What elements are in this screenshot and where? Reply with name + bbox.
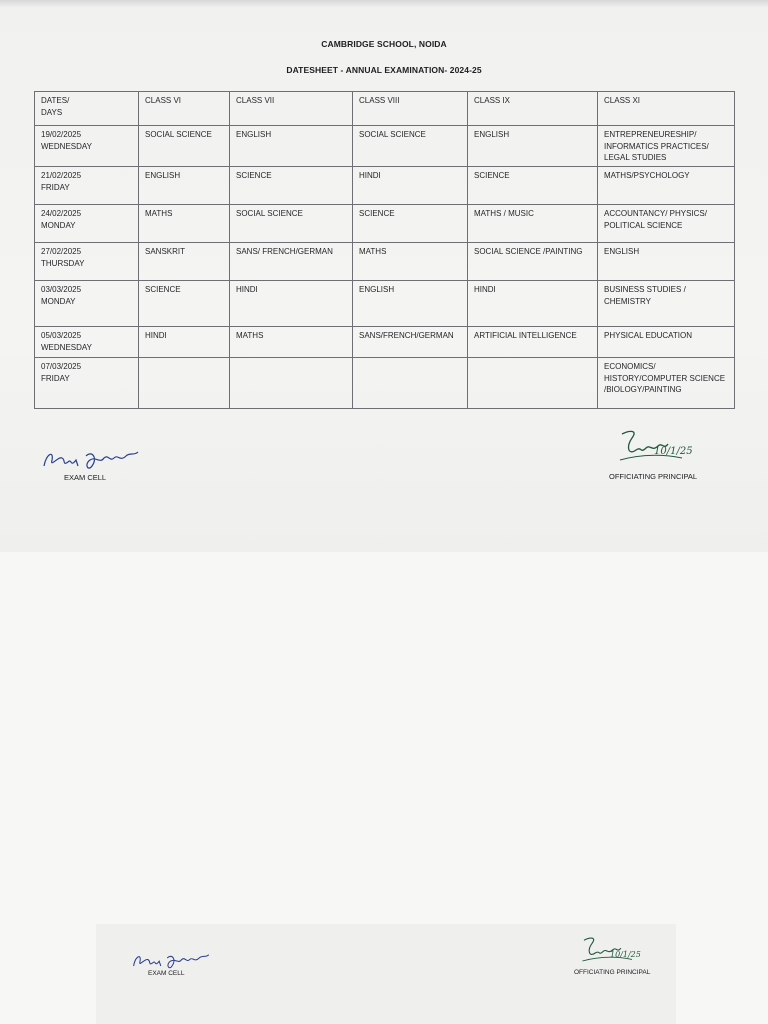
- subject-cell: HINDI: [468, 281, 598, 327]
- row-date: 27/02/2025: [41, 247, 82, 256]
- subject-cell: HINDI: [353, 167, 468, 205]
- subject-cell: SOCIAL SCIENCE /PAINTING: [468, 243, 598, 281]
- principal-label: OFFICIATING PRINCIPAL: [609, 472, 698, 481]
- subject-cell: ENGLISH: [139, 167, 230, 205]
- exam-cell-label: EXAM CELL: [64, 473, 107, 482]
- header-dates-days: [35, 92, 139, 126]
- exam-cell-signature-icon: [40, 446, 144, 476]
- table-row: [35, 358, 735, 409]
- principal-handwritten-date: 10/1/25: [654, 446, 693, 457]
- subject-cell: ACCOUNTANCY/ PHYSICS/ POLITICAL SCIENCE: [598, 205, 735, 243]
- row-date: 05/03/2025: [41, 331, 82, 340]
- subject-cell: HINDI: [230, 281, 353, 327]
- principal-signature-block: [606, 424, 726, 486]
- header-class-vi: CLASS VI: [139, 92, 230, 126]
- subject-cell: ENGLISH: [230, 126, 353, 167]
- date-cell: [35, 358, 139, 409]
- page-top-shadow: [0, 0, 768, 8]
- exam-cell-signature-block: [40, 446, 150, 486]
- table-header-row: [35, 92, 735, 126]
- subject-cell: SOCIAL SCIENCE: [139, 126, 230, 167]
- subject-cell: [230, 358, 353, 409]
- row-day: MONDAY: [41, 296, 76, 306]
- subject-cell: BUSINESS STUDIES / CHEMISTRY: [598, 281, 735, 327]
- header-class-viii: CLASS VIII: [353, 92, 468, 126]
- subject-cell: [468, 358, 598, 409]
- subject-cell: MATHS / MUSIC: [468, 205, 598, 243]
- subject-cell: SCIENCE: [468, 167, 598, 205]
- principal-label: OFFICIATING PRINCIPAL: [574, 969, 651, 976]
- school-name: CAMBRIDGE SCHOOL, NOIDA: [321, 39, 447, 49]
- subject-cell: ENGLISH: [468, 126, 598, 167]
- subject-cell: MATHS: [230, 327, 353, 358]
- subject-cell: SANSKRIT: [139, 243, 230, 281]
- subject-cell: SCIENCE: [230, 167, 353, 205]
- table-row: [35, 281, 735, 327]
- table-row: [35, 243, 735, 281]
- subject-cell: SOCIAL SCIENCE: [230, 205, 353, 243]
- subject-cell: MATHS: [353, 243, 468, 281]
- row-date: 19/02/2025: [41, 130, 82, 139]
- exam-cell-signature-block-lower: [130, 950, 220, 984]
- principal-signature-icon: [576, 932, 656, 966]
- subject-cell: MATHS/PSYCHOLOGY: [598, 167, 735, 205]
- date-cell: [35, 327, 139, 358]
- row-day: MONDAY: [41, 220, 76, 230]
- date-cell: [35, 281, 139, 327]
- table-row: [35, 327, 735, 358]
- datesheet-title: DATESHEET - ANNUAL EXAMINATION- 2024-25: [286, 65, 482, 75]
- subject-cell: ENTREPRENEURESHIP/ INFORMATICS PRACTICES/ LEGAL STUDIES: [598, 126, 735, 167]
- subject-cell: PHYSICAL EDUCATION: [598, 327, 735, 358]
- row-day: FRIDAY: [41, 373, 70, 383]
- row-day: FRIDAY: [41, 182, 70, 192]
- date-cell: [35, 205, 139, 243]
- subject-cell: ARTIFICIAL INTELLIGENCE: [468, 327, 598, 358]
- header-label: DATES/ DAYS: [41, 96, 70, 117]
- subject-cell: SOCIAL SCIENCE: [353, 126, 468, 167]
- date-cell: [35, 243, 139, 281]
- subject-cell: MATHS: [139, 205, 230, 243]
- datesheet-table: [34, 91, 735, 409]
- principal-signature-block-lower: [572, 932, 672, 982]
- row-date: 03/03/2025: [41, 285, 82, 294]
- table-row: [35, 126, 735, 167]
- subject-cell: [139, 358, 230, 409]
- header-class-xi: CLASS XI: [598, 92, 735, 126]
- row-day: WEDNESDAY: [41, 141, 92, 151]
- principal-signature-icon: [612, 424, 712, 466]
- subject-cell: ENGLISH: [598, 243, 735, 281]
- lower-page-area: [0, 552, 768, 1024]
- exam-cell-label: EXAM CELL: [148, 970, 185, 977]
- row-date: 21/02/2025: [41, 171, 82, 180]
- subject-cell: HINDI: [139, 327, 230, 358]
- table-row: [35, 167, 735, 205]
- subject-cell: SCIENCE: [139, 281, 230, 327]
- row-day: WEDNESDAY: [41, 342, 92, 352]
- table-row: [35, 205, 735, 243]
- subject-cell: SANS/FRENCH/GERMAN: [353, 327, 468, 358]
- subject-cell: SCIENCE: [353, 205, 468, 243]
- subject-cell: ECONOMICS/ HISTORY/COMPUTER SCIENCE /BIOLOGY/PAINTING: [598, 358, 735, 409]
- row-date: 24/02/2025: [41, 209, 82, 218]
- principal-handwritten-date: 10/1/25: [610, 950, 641, 959]
- subject-cell: SANS/ FRENCH/GERMAN: [230, 243, 353, 281]
- row-date: 07/03/2025: [41, 362, 82, 371]
- header-class-vii: CLASS VII: [230, 92, 353, 126]
- date-cell: [35, 126, 139, 167]
- subject-cell: ENGLISH: [353, 281, 468, 327]
- row-day: THURSDAY: [41, 258, 85, 268]
- subject-cell: [353, 358, 468, 409]
- date-cell: [35, 167, 139, 205]
- header-class-ix: CLASS IX: [468, 92, 598, 126]
